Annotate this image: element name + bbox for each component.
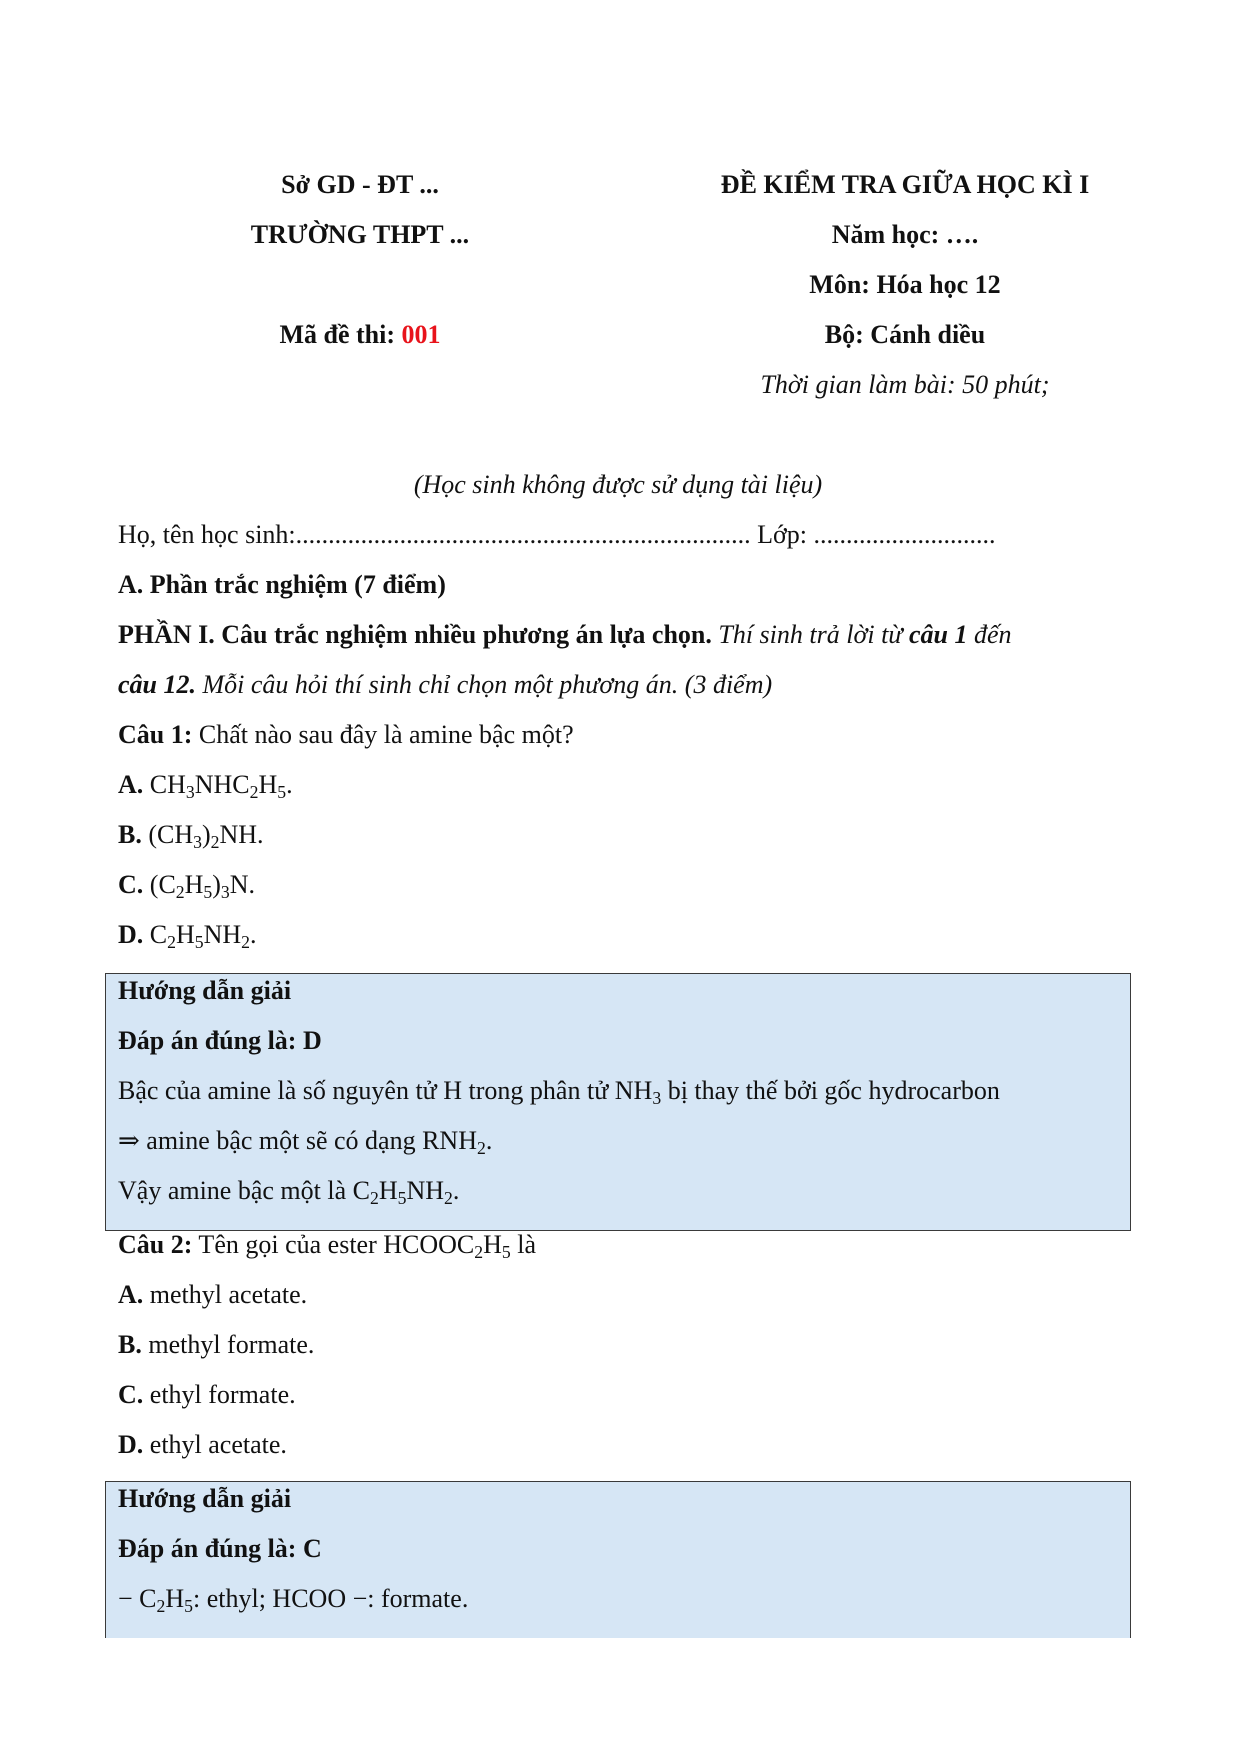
formula-sub: 2 — [474, 1241, 484, 1262]
q1-option-a[interactable] — [118, 770, 293, 800]
option-text: methyl formate. — [141, 1330, 315, 1359]
formula-part: H — [184, 870, 204, 899]
question-text: H — [483, 1230, 502, 1259]
option-letter: C. — [118, 1380, 144, 1409]
formula-part: (CH — [141, 820, 194, 849]
formula-sub: 2 — [210, 831, 220, 852]
formula-part: C — [143, 920, 168, 949]
part1-instr-text: đến — [967, 620, 1012, 649]
solution-line — [118, 1584, 468, 1614]
text-part: ⇒ amine bậc một sẽ có dạng RNH — [118, 1126, 477, 1155]
formula-sub: 2 — [167, 931, 176, 952]
solution-heading: Hướng dẫn giải — [118, 976, 292, 1005]
book-series: Bộ: Cánh diều — [824, 320, 986, 349]
formula-sub: 5 — [184, 1595, 193, 1616]
part1-instr-from: câu 1 — [908, 620, 968, 649]
part1-instr-to: câu 12. — [118, 670, 196, 699]
option-letter: C. — [118, 870, 144, 899]
no-materials-note: (Học sinh không được sử dụng tài liệu) — [413, 470, 823, 499]
section-a-title: A. Phần trắc nghiệm (7 điểm) — [118, 570, 446, 599]
subject: Môn: Hóa học 12 — [809, 270, 1001, 299]
formula-sub: 2 — [241, 931, 250, 952]
formula-sub: 3 — [220, 881, 230, 902]
formula-sub: 3 — [185, 781, 195, 802]
formula-sub: 3 — [193, 831, 202, 852]
option-letter: B. — [118, 820, 142, 849]
q1-option-c[interactable] — [118, 870, 255, 900]
formula-part: H — [258, 770, 278, 799]
solution-line — [118, 1176, 459, 1206]
formula-sub: 5 — [203, 881, 213, 902]
exam-duration: Thời gian làm bài: 50 phút; — [760, 370, 1050, 399]
part1-instructions-line2 — [118, 670, 772, 700]
option-letter: B. — [118, 1330, 142, 1359]
exam-code-label: Mã đề thi: — [279, 320, 396, 349]
formula-sub: 2 — [249, 781, 259, 802]
school-year: Năm học: …. — [831, 220, 979, 249]
formula-sub: 2 — [175, 881, 185, 902]
solution-box-q2 — [105, 1481, 1131, 1638]
formula-part: . — [250, 920, 257, 949]
solution-box-q1 — [105, 973, 1131, 1231]
part1-instr-text: Mỗi câu hỏi thí sinh chỉ chọn một phương án. (3 điểm) — [196, 670, 773, 699]
formula-part: NH. — [219, 820, 264, 849]
question-1 — [118, 720, 574, 750]
option-letter: A. — [118, 1280, 144, 1309]
option-text: ethyl acetate. — [143, 1430, 287, 1459]
solution-line — [118, 1076, 1000, 1106]
q2-option-d[interactable] — [118, 1430, 287, 1460]
text-part: H — [165, 1584, 185, 1613]
formula-sub: 2 — [444, 1187, 453, 1208]
formula-part: N. — [229, 870, 256, 899]
formula-sub: 5 — [194, 931, 204, 952]
formula-sub: 2 — [156, 1595, 166, 1616]
text-part: Vậy amine bậc một là C — [118, 1176, 370, 1205]
formula-part: CH — [143, 770, 186, 799]
q1-option-d[interactable] — [118, 920, 257, 950]
formula-sub: 3 — [652, 1087, 662, 1108]
student-info-line — [118, 520, 996, 550]
exam-title: ĐỀ KIỂM TRA GIỮA HỌC KÌ I — [720, 170, 1090, 199]
text-part: NH — [406, 1176, 445, 1205]
formula-sub: 2 — [476, 1137, 486, 1158]
q2-option-c[interactable] — [118, 1380, 296, 1410]
exam-code-value: 001 — [401, 320, 441, 349]
formula-part: ) — [212, 870, 221, 899]
formula-sub: 5 — [397, 1187, 407, 1208]
option-letter: A. — [118, 770, 144, 799]
text-part: . — [452, 1176, 460, 1205]
text-part: bị thay thế bởi gốc hydrocarbon — [661, 1076, 1000, 1105]
question-2 — [118, 1230, 536, 1260]
formula-part: . — [286, 770, 293, 799]
department-label: Sở GD - ĐT ... — [281, 170, 439, 199]
part1-title: PHẦN I. Câu trắc nghiệm nhiều phương án lựa chọn. — [118, 620, 712, 649]
part1-instr-text: Thí sinh trả lời từ — [711, 620, 909, 649]
class-field[interactable]: ............................ — [807, 520, 996, 549]
formula-part: (C — [143, 870, 176, 899]
class-label: Lớp: — [757, 520, 808, 549]
text-part: : ethyl; HCOO −: formate. — [192, 1584, 469, 1613]
q2-option-b[interactable] — [118, 1330, 314, 1360]
question-label: Câu 1: — [118, 720, 193, 749]
solution-answer: Đáp án đúng là: C — [118, 1534, 322, 1563]
part1-instructions-line1 — [118, 620, 1012, 650]
option-letter: D. — [118, 1430, 144, 1459]
school-label: TRƯỜNG THPT ... — [250, 220, 470, 249]
formula-part: NHC — [194, 770, 250, 799]
option-letter: D. — [118, 920, 144, 949]
question-label: Câu 2: — [118, 1230, 193, 1259]
question-text: Chất nào sau đây là amine bậc một? — [192, 720, 574, 749]
formula-sub: 5 — [277, 781, 287, 802]
exam-code — [90, 320, 630, 350]
formula-part: H — [175, 920, 195, 949]
solution-line — [118, 1126, 492, 1156]
option-text: ethyl formate. — [143, 1380, 296, 1409]
q2-option-a[interactable] — [118, 1280, 307, 1310]
solution-answer: Đáp án đúng là: D — [118, 1026, 322, 1055]
text-part: Bậc của amine là số nguyên tử H trong phân tử NH — [118, 1076, 653, 1105]
formula-sub: 5 — [501, 1241, 511, 1262]
formula-sub: 2 — [369, 1187, 379, 1208]
text-part: H — [378, 1176, 398, 1205]
text-part: − C — [118, 1584, 157, 1613]
student-name-field[interactable]: ...................................................................... — [295, 520, 751, 549]
question-text: là — [510, 1230, 536, 1259]
solution-heading: Hướng dẫn giải — [118, 1484, 292, 1513]
formula-part: ) — [201, 820, 211, 849]
text-part: . — [485, 1126, 493, 1155]
formula-part: NH — [203, 920, 242, 949]
student-name-label: Họ, tên học sinh: — [118, 520, 296, 549]
question-text: Tên gọi của ester HCOOC — [192, 1230, 475, 1259]
q1-option-b[interactable] — [118, 820, 264, 850]
option-text: methyl acetate. — [143, 1280, 308, 1309]
